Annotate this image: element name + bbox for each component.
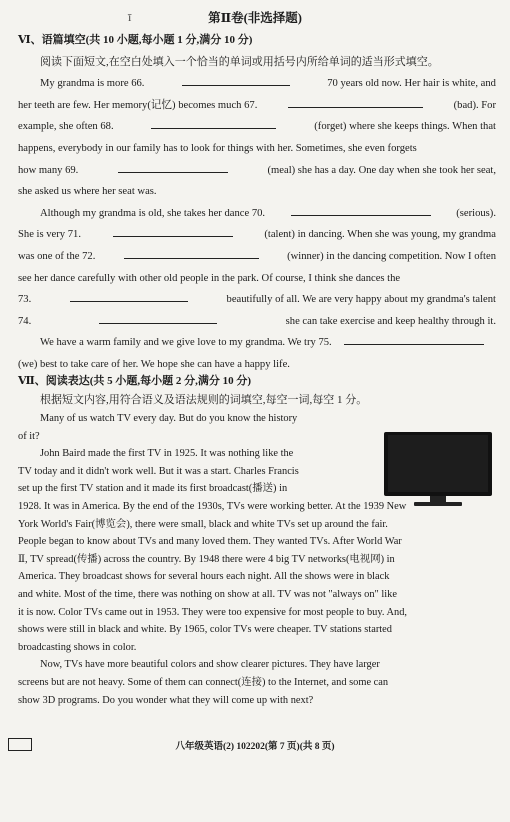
line-text: (winner) in the dancing competition. Now I often: [287, 250, 496, 262]
line-text: show 3D programs. Do you wonder what they will come up with next?: [18, 694, 314, 706]
line-text: how many 69.: [18, 164, 79, 176]
passage-line: [18, 516, 496, 534]
answer-blank[interactable]: [99, 311, 217, 324]
answer-blank[interactable]: [113, 224, 233, 237]
answer-blank[interactable]: [344, 332, 484, 345]
answer-blank[interactable]: [288, 95, 423, 108]
line-text: People began to know about TVs and many loved them. They wanted TVs. After World War: [18, 536, 402, 548]
line-text: she asked us where her seat was.: [18, 186, 157, 198]
section-6-instruction: 阅读下面短文,在空白处填入一个恰当的单词或用括号内所给单词的适当形式填空。: [40, 55, 439, 68]
line-text: My grandma is more 66.: [40, 78, 145, 90]
passage-line: [18, 203, 496, 225]
line-text: York World's Fair(博览会), there were small, black and white TVs set up around the fair.: [18, 518, 388, 530]
line-text: see her dance carefully with other old people in the park. Of course, I think she dances the: [18, 272, 401, 284]
passage-line: [18, 463, 368, 481]
line-text: her teeth are few. Her memory(记忆) becomes much 67.: [18, 99, 258, 111]
line-text: 1928. It was in America. By the end of the 1930s, TVs were working better. At the 1939 New: [18, 501, 407, 512]
paper-title: 第Ⅱ卷(非选择题): [208, 11, 302, 25]
line-text: she can take exercise and keep healthy through it.: [285, 315, 496, 327]
section-7-passage-bottom: [18, 498, 496, 709]
passage-line: [18, 73, 496, 95]
line-text: (talent) in dancing. When she was young, my grandma: [264, 229, 496, 241]
line-text: Now, TVs have more beautiful colors and show clearer pictures. They have larger: [40, 659, 380, 671]
passage-line: [18, 95, 496, 117]
section-6-passage: [18, 73, 496, 375]
line-text: Many of us watch TV every day. But do you know the history: [40, 413, 298, 424]
line-text: it is now. Color TVs came out in 1953. They were too expensive for most people to buy. And,: [18, 606, 408, 618]
passage-line: [18, 621, 496, 639]
line-text: 73.: [18, 294, 32, 306]
passage-line: [18, 674, 496, 692]
line-text: beautifully of all. We are very happy about my grandma's talent: [226, 294, 496, 306]
line-text: set up the first TV station and it made its first broadcast(播送) in: [18, 483, 288, 495]
passage-line: [18, 656, 496, 674]
passage-line: [18, 246, 496, 268]
passage-line: [18, 224, 496, 246]
passage-line: [18, 332, 496, 354]
line-text: TV today and it didn't work well. But it was a start. Charles Francis: [18, 465, 299, 477]
line-text: and white. Most of the time, there was nothing on show at all. TV was not "always on" like: [18, 588, 397, 600]
line-text: We have a warm family and we give love to my grandma. We try 75.: [40, 337, 332, 349]
passage-line: [18, 138, 496, 160]
passage-line: [18, 181, 496, 203]
passage-line: [18, 410, 368, 428]
passage-line: [18, 568, 496, 586]
passage-line: [18, 289, 496, 311]
passage-line: [18, 160, 496, 182]
answer-blank[interactable]: [291, 203, 431, 216]
passage-line: [18, 268, 496, 290]
line-text: She is very 71.: [18, 229, 81, 241]
line-text: Although my grandma is old, she takes her dance 70.: [40, 207, 266, 219]
television-photo: [378, 430, 498, 510]
passage-line: [18, 639, 496, 657]
line-text: America. They broadcast shows for several hours each night. All the shows were in black: [18, 571, 390, 583]
section-7-header: [18, 372, 496, 410]
line-text: was one of the 72.: [18, 250, 96, 262]
passage-line: [18, 445, 368, 463]
scan-mark: ī: [128, 10, 132, 24]
passage-line: [18, 586, 496, 604]
line-text: Ⅱ, TV spread(传播) across the country. By 1948 there were 4 big TV networks(电视网) in: [18, 553, 395, 565]
answer-blank[interactable]: [151, 116, 276, 129]
passage-line: [18, 116, 496, 138]
section-7-heading: Ⅶ、阅读表达(共 5 小题,每小题 2 分,满分 10 分): [18, 375, 252, 387]
line-text: (meal) she has a day. One day when she took her seat,: [267, 164, 496, 176]
line-text: 74.: [18, 315, 32, 327]
passage-line: [18, 480, 368, 498]
section-6: [18, 30, 496, 376]
section-6-heading: Ⅵ、语篇填空(共 10 小题,每小题 1 分,满分 10 分): [18, 34, 253, 46]
section-7-instruction: 根据短文内容,用符合语义及语法规则的词填空,每空一词,每空 1 分。: [40, 394, 368, 406]
passage-line: [18, 533, 496, 551]
line-text: (serious).: [456, 207, 496, 219]
line-text: (bad). For: [453, 99, 496, 111]
passage-line: [18, 428, 368, 446]
line-text: John Baird made the first TV in 1925. It was nothing like the: [40, 448, 294, 460]
line-text: 70 years old now. Her hair is white, and: [327, 78, 496, 90]
line-text: screens but are not heavy. Some of them can connect(连接) to the Internet, and some can: [18, 676, 389, 688]
line-text: of it?: [18, 430, 40, 442]
answer-blank[interactable]: [182, 73, 290, 86]
passage-line: [18, 311, 496, 333]
line-text: happens, everybody in our family has to look for things with her. Sometimes, she even forgets: [18, 142, 417, 154]
passage-line: [18, 692, 496, 710]
line-text: example, she often 68.: [18, 121, 114, 133]
answer-blank[interactable]: [118, 160, 228, 173]
line-text: broadcasting shows in color.: [18, 641, 137, 653]
line-text: (forget) where she keeps things. When that: [314, 121, 496, 133]
passage-line: [18, 604, 496, 622]
answer-blank[interactable]: [70, 289, 188, 302]
page-footer: 八年级英语(2) 102202(第 7 页)(共 8 页): [175, 742, 335, 752]
passage-line: [18, 551, 496, 569]
answer-blank[interactable]: [124, 246, 259, 259]
section-7-passage-top: [18, 410, 368, 498]
line-text: (we) best to take care of her. We hope she can have a happy life.: [18, 358, 290, 370]
line-text: shows were still in black and white. By 1965, color TVs were cheaper. TV stations started: [18, 624, 392, 636]
